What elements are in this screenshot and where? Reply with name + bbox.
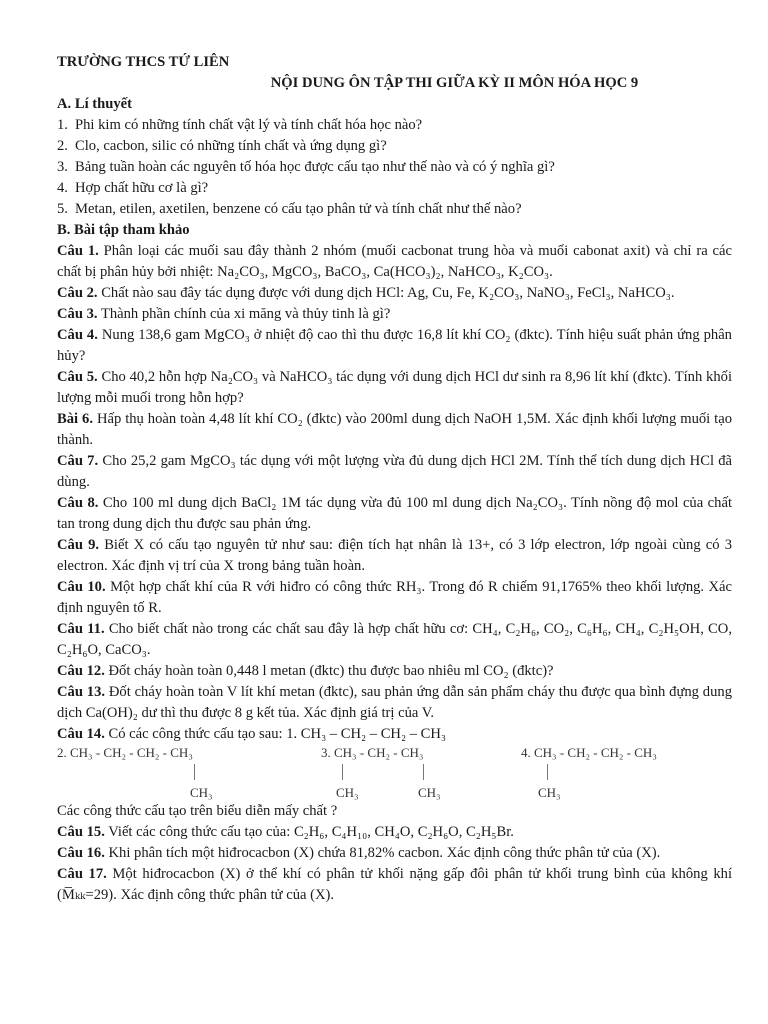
- question-16: Câu 16. Khi phân tích một hiđrocacbon (X) chứa 81,82% cacbon. Xác định công thức phân tử của (X).: [57, 845, 661, 861]
- formula-3: 3. CH₃ - CH₂ - CH₃: [321, 745, 424, 760]
- question-15: Câu 15. Viết các công thức cấu tạo của: C₂H₆, C₄H₁₀, CH₄O, C₂H₆O, C₂H₅Br.: [57, 824, 514, 840]
- question-14: Câu 14. Có các công thức cấu tạo sau: 1. CH₃ – CH₂ – CH₂ – CH₃: [57, 726, 447, 742]
- question-2: Câu 2. Chất nào sau đây tác dụng được với dung dịch HCl: Ag, Cu, Fe, K₂CO₃, NaNO₃, FeCl₃, NaHCO₃.: [57, 285, 675, 301]
- theory-item: 3. Bảng tuần hoàn các nguyên tố hóa học được cấu tạo như thế nào và có ý nghĩa gì?: [57, 159, 555, 175]
- question-7: Câu 7. Cho 25,2 gam MgCO₃ tác dụng với một lượng vừa đủ dung dịch HCl 2M. Tính thể tích dung dịch HCl đã dùng.: [57, 453, 732, 490]
- bond-line: [194, 764, 195, 780]
- theory-heading: A. Lí thuyết: [57, 96, 132, 112]
- exercises-heading: B. Bài tập tham khảo: [57, 222, 190, 238]
- theory-item: 2. Clo, cacbon, silic có những tính chất và ứng dụng gì?: [57, 138, 387, 154]
- bond-line: [342, 764, 343, 780]
- bond-line: [547, 764, 548, 780]
- question-8: Câu 8. Cho 100 ml dung dịch BaCl₂ 1M tác dụng vừa đủ 100 ml dung dịch Na₂CO₃. Tính nồng độ mol của chất tan trong dung dịch thu được sau phản ứng.: [57, 495, 732, 532]
- formula-3-branch-2: CH₃: [418, 785, 441, 800]
- question-9: Câu 9. Biết X có cấu tạo nguyên tử như sau: điện tích hạt nhân là 13+, có 3 lớp electron, lớp ngoài cùng có 3 electron. Xác định vị trí của X trong bảng tuần hoàn.: [57, 537, 732, 574]
- structural-formulas: [57, 745, 732, 801]
- bond-line: [423, 764, 424, 780]
- formula-3-branch-1: CH₃: [336, 785, 359, 800]
- question-5: Câu 5. Cho 40,2 hỗn hợp Na₂CO₃ và NaHCO₃ tác dụng với dung dịch HCl dư sinh ra 8,96 lít khí (đktc). Tính khối lượng mỗi muối trong hỗn hợp?: [57, 369, 733, 406]
- formula-2-branch: CH₃: [190, 785, 213, 800]
- question-12: Câu 12. Đốt cháy hoàn toàn 0,448 l metan (đktc) thu được bao nhiêu ml CO₂ (đktc)?: [57, 663, 554, 679]
- school-name: TRƯỜNG THCS TỨ LIÊN: [57, 54, 230, 70]
- question-4: Câu 4. Nung 138,6 gam MgCO₃ ở nhiệt độ cao thì thu được 16,8 lít khí CO₂ (đktc). Tính hiệu suất phản ứng phân hủy?: [57, 327, 732, 364]
- theory-item: 5. Metan, etilen, axetilen, benzene có cấu tạo phân tử và tính chất như thế nào?: [57, 201, 522, 217]
- theory-item: 1. Phi kim có những tính chất vật lý và tính chất hóa học nào?: [57, 117, 423, 133]
- formula-4-branch: CH₃: [538, 785, 561, 800]
- theory-item: 4. Hợp chất hữu cơ là gì?: [57, 180, 209, 196]
- question-3: Câu 3. Thành phần chính của xi măng và thủy tinh là gì?: [57, 306, 391, 322]
- question-6: Bài 6. Hấp thụ hoàn toàn 4,48 lít khí CO₂ (đktc) vào 200ml dung dịch NaOH 1,5M. Xác định khối lượng muối tạo thành.: [57, 411, 732, 448]
- question-1: Câu 1. Phân loại các muối sau đây thành 2 nhóm (muối cacbonat trung hòa và muối cabonat axit) và chỉ ra các chất bị phân hủy bởi nhiệt: Na₂CO₃, MgCO₃, BaCO₃, Ca(HCO₃)₂, NaHCO₃, K₂CO₃.: [57, 243, 732, 280]
- formula-4: 4. CH₃ - CH₂ - CH₂ - CH₃: [521, 745, 657, 760]
- question-13: Câu 13. Đốt cháy hoàn toàn V lít khí metan (đktc), sau phản ứng dẫn sản phẩm cháy thu được qua bình đựng dung dịch Ca(OH)₂ dư thì thu được 8 g kết tủa. Xác định giá trị của V.: [57, 684, 732, 721]
- question-17: Câu 17. Một hiđrocacbon (X) ở thể khí có phân tử khối nặng gấp đôi phân tử khối trung bình của không khí (M̅ₖₖ=29). Xác định công thức phân tử của (X).: [57, 866, 732, 903]
- formula-2: 2. CH₃ - CH₂ - CH₂ - CH₃: [57, 745, 193, 760]
- question-14-followup: Các công thức cấu tạo trên biểu diễn mấy chất ?: [57, 803, 338, 819]
- question-11: Câu 11. Cho biết chất nào trong các chất sau đây là hợp chất hữu cơ: CH₄, C₂H₆, CO₂, C₆H₆, CH₄, C₂H₅OH, CO, C₂H₆O, CaCO₃.: [57, 621, 732, 658]
- document-title: NỘI DUNG ÔN TẬP THI GIỮA KỲ II MÔN HÓA HỌC 9: [270, 75, 639, 91]
- question-10: Câu 10. Một hợp chất khí của R với hiđro có công thức RH₃. Trong đó R chiếm 91,1765% theo khối lượng. Xác định nguyên tố R.: [57, 579, 733, 616]
